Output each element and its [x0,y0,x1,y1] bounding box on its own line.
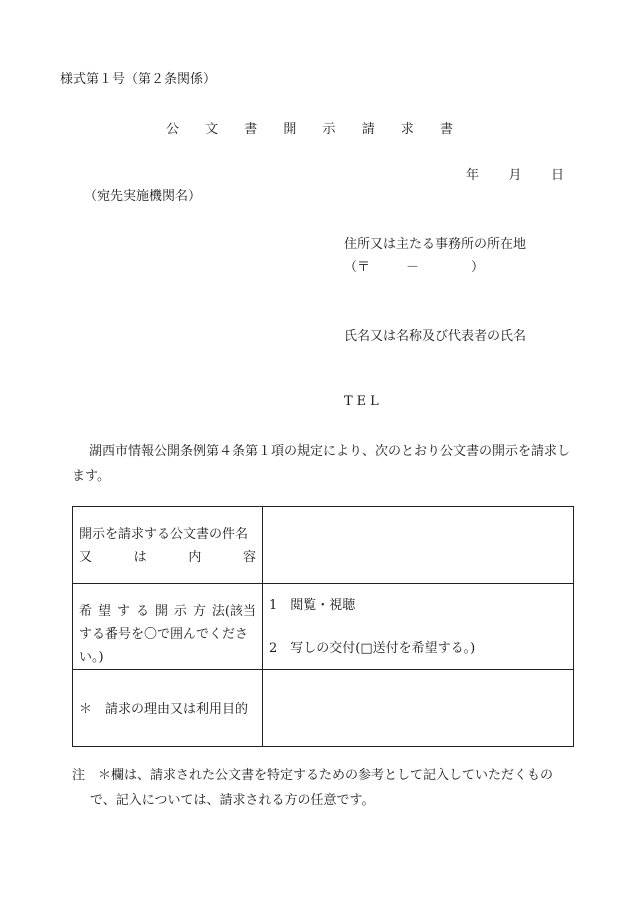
subject-label-line2 [79,546,256,569]
table-row-document-subject [73,507,574,584]
method-label-char: 示 [173,604,187,619]
method-option-copy[interactable]: 2 写しの交付(□送付を希望する。) [269,641,476,656]
request-statement: 湖西市情報公開条例第４条第１項の規定により、次のとおり公文書の開示を請求します。 [72,444,571,484]
method-label-cell [73,584,263,670]
method-label-char: 方 [192,604,206,619]
date-day-label: 日 [550,168,564,183]
subject-label-char: 又 [79,550,93,565]
method-label-line1 [79,600,256,623]
reason-input-cell[interactable] [263,670,574,747]
postal-open: （〒 [344,260,371,275]
date-line [466,164,564,183]
method-label-line3: い。) [79,650,104,665]
method-label-char: 開 [154,604,168,619]
reason-label-cell [73,670,263,747]
name-label: 氏名又は名称及び代表者の氏名 [344,329,527,344]
table-row-disclosure-method [73,584,574,670]
subject-input-cell[interactable] [263,507,574,584]
postal-dash: － [406,260,420,275]
request-table [72,506,574,747]
table-row-reason [73,670,574,747]
date-month-label: 月 [508,168,522,183]
addressee-label: （宛先実施機関名） [84,189,202,204]
address-label: 住所又は主たる事務所の所在地 [344,237,527,252]
document-title: 公 文 書 開 示 請 求 書 [166,122,464,137]
subject-label-cell [73,507,263,584]
subject-label-line1: 開示を請求する公文書の件名 [79,527,249,542]
postal-code-line [344,256,484,275]
tel-label: TEL [344,394,383,409]
method-options-cell [263,584,574,670]
form-number: 様式第１号（第２条関係） [60,72,217,87]
method-label-char: す [116,604,130,619]
subject-label-char: は [133,550,147,565]
reason-label: ＊ 請求の理由又は利用目的 [79,702,249,717]
method-label-char: 法(該当 [211,604,256,619]
subject-label-char: 容 [242,550,256,565]
date-year-label: 年 [466,168,480,183]
subject-label-char: 内 [188,550,202,565]
footnote: 注 ＊欄は、請求された公文書を特定するための参考として記入していただくもので、記入については、請求される方の任意です。 [72,768,554,808]
method-label-char: 望 [97,604,111,619]
method-option-inspection[interactable]: 1 閲覧・視聴 [269,598,356,613]
method-label-line2: する番号を〇で囲んでくださ [79,627,249,642]
method-label-char: る [135,604,149,619]
postal-close: ） [471,260,485,275]
method-label-char: 希 [79,604,93,619]
